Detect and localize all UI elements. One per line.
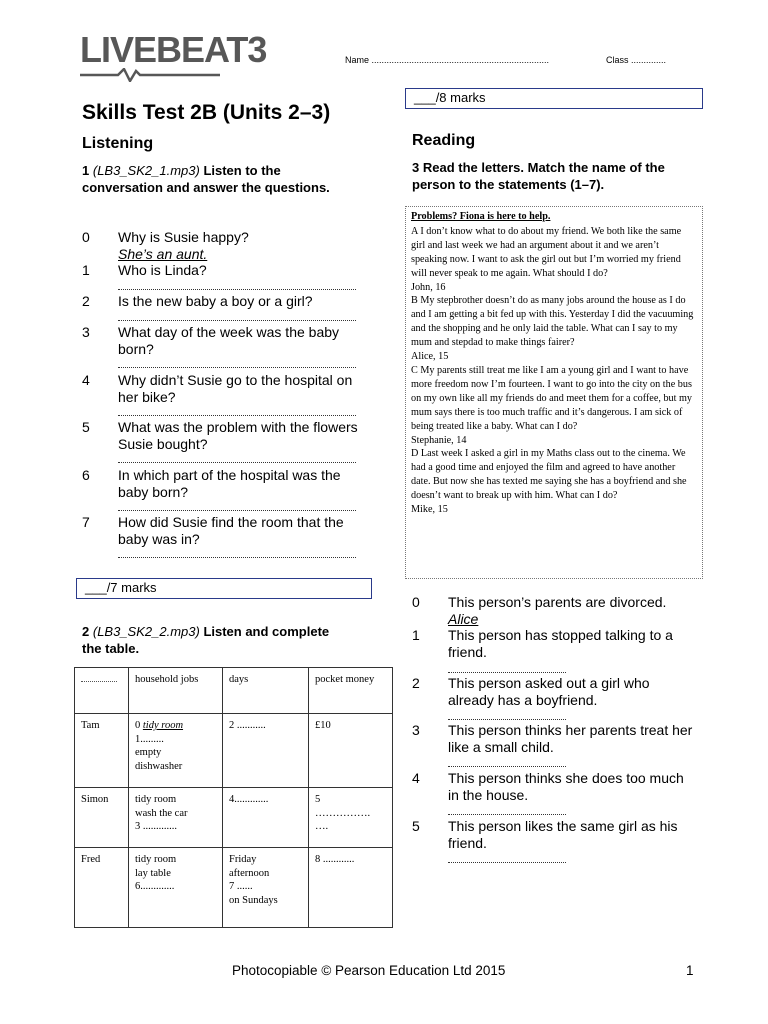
question-number: 2 bbox=[82, 293, 90, 309]
example-answer: She’s an aunt. bbox=[118, 246, 208, 262]
heartbeat-icon bbox=[80, 68, 220, 82]
exercise-2-instruction bbox=[82, 623, 352, 657]
job-text: lay table bbox=[135, 867, 171, 879]
day-text: Friday bbox=[229, 854, 257, 865]
letter-b-signature: Alice, 15 bbox=[411, 351, 449, 363]
question-text: Who is Linda? bbox=[118, 262, 207, 278]
statement-number: 4 bbox=[412, 770, 420, 786]
problem-letters-box bbox=[405, 206, 703, 579]
job-text: wash the car bbox=[135, 807, 188, 819]
gap-4[interactable]: 4............. bbox=[229, 794, 269, 805]
statement-number: 1 bbox=[412, 627, 420, 643]
table-header-cell: days bbox=[223, 668, 309, 714]
question-text: Why is Susie happy? bbox=[118, 229, 249, 245]
reading-heading: Reading bbox=[412, 132, 476, 149]
table-cell-days bbox=[223, 714, 309, 788]
statement-answer-line-4[interactable] bbox=[448, 814, 566, 815]
exercise-2-audio-file: (LB3_SK2_2.mp3) bbox=[92, 624, 200, 639]
letters-title: Problems? Fiona is here to help. bbox=[411, 211, 551, 222]
day-text: on Sundays bbox=[229, 894, 278, 906]
question-text: Is the new baby a boy or a girl? bbox=[118, 293, 313, 309]
question-number: 3 bbox=[82, 324, 90, 340]
table-cell-days bbox=[223, 788, 309, 848]
statement-answer-line-3[interactable] bbox=[448, 766, 566, 767]
reading-marks-box: ___/8 marks bbox=[405, 88, 703, 109]
table-cell-money bbox=[309, 714, 393, 788]
question-text: What was the problem with the flowers Susie bought? bbox=[118, 419, 358, 452]
listening-question-1 bbox=[82, 262, 372, 282]
letter-a-signature: John, 16 bbox=[411, 281, 446, 293]
table-header-row bbox=[75, 668, 393, 714]
statement-number: 5 bbox=[412, 818, 420, 834]
gap-1[interactable]: 1......... bbox=[135, 733, 164, 745]
listening-question-4 bbox=[82, 372, 372, 408]
statement-text: This person’s parents are divorced. bbox=[448, 594, 667, 610]
reading-statement-1 bbox=[412, 627, 702, 663]
livebeat-logo bbox=[80, 28, 302, 82]
job-text: dishwasher bbox=[135, 760, 183, 772]
listening-marks-box: ___/7 marks bbox=[76, 578, 372, 599]
day-text: afternoon bbox=[229, 867, 270, 879]
table-cell-jobs bbox=[129, 714, 223, 788]
question-text: What day of the week was the baby born? bbox=[118, 324, 340, 357]
statement-text: This person thinks her parents treat her like a small child. bbox=[448, 722, 693, 755]
person-name: Fred bbox=[81, 854, 101, 865]
job-text: tidy room bbox=[135, 794, 177, 805]
listening-heading: Listening bbox=[82, 135, 154, 152]
page-number: 1 bbox=[686, 963, 694, 978]
answer-line-5[interactable] bbox=[118, 462, 356, 463]
exercise-1-number: 1 bbox=[82, 163, 90, 178]
exercise-1-instruction bbox=[82, 162, 352, 196]
gap-2[interactable]: 2 ........... bbox=[229, 720, 266, 731]
letter-c-signature: Stephanie, 14 bbox=[411, 434, 467, 446]
reading-statement-5 bbox=[412, 818, 702, 854]
exercise-3-text: Read the letters. Match the name of the person to the statements (1–7). bbox=[412, 160, 665, 192]
question-number: 1 bbox=[82, 262, 90, 278]
gap-3[interactable]: 3 ............. bbox=[135, 821, 177, 832]
gap-7[interactable]: 7 ...... bbox=[229, 881, 253, 892]
table-cell-days bbox=[223, 848, 309, 928]
reading-statement-0 bbox=[412, 594, 702, 628]
reading-statement-4 bbox=[412, 770, 702, 806]
pocket-money-table bbox=[74, 667, 393, 928]
page-title: Skills Test 2B (Units 2–3) bbox=[82, 101, 331, 124]
table-cell-jobs bbox=[129, 848, 223, 928]
exercise-1-text: Listen to the conversation and answer the questions. bbox=[82, 163, 330, 195]
logo-text: LIVEBEAT3 bbox=[80, 29, 267, 70]
question-number: 4 bbox=[82, 372, 90, 388]
statement-number: 3 bbox=[412, 722, 420, 738]
reading-statement-2 bbox=[412, 675, 702, 711]
question-number: 7 bbox=[82, 514, 90, 530]
person-name: Simon bbox=[81, 794, 109, 805]
exercise-2-number: 2 bbox=[82, 624, 90, 639]
table-header-cell: household jobs bbox=[129, 668, 223, 714]
example-number: 0 bbox=[135, 720, 141, 731]
money-value: £10 bbox=[315, 720, 331, 731]
name-field[interactable]: Name ....................................................................... bbox=[345, 55, 550, 65]
copyright-footer: Photocopiable © Pearson Education Ltd 2015 bbox=[232, 963, 506, 978]
table-header-cell bbox=[75, 668, 129, 714]
gap-8[interactable]: 8 ............ bbox=[315, 854, 355, 865]
letter-c: C My parents still treat me like I am a young girl and I want to have more freedom now I’m fourteen. I want to go into the city on the bus on my own like all my friends do and meet them for a coffee, but my mum says there is too much traffic and it’s dangerous. I am sick of being treated like a baby. What can I do? bbox=[411, 364, 693, 432]
question-text: How did Susie find the room that the baby was in? bbox=[118, 514, 344, 547]
blank-header bbox=[81, 681, 117, 682]
job-text: empty bbox=[135, 747, 162, 758]
answer-line-2[interactable] bbox=[118, 320, 356, 321]
example-answer: tidy room bbox=[142, 720, 184, 731]
exercise-3-number: 3 bbox=[412, 160, 420, 175]
job-text: tidy room bbox=[135, 854, 177, 865]
table-cell-name bbox=[75, 714, 129, 788]
listening-question-2 bbox=[82, 293, 372, 313]
table-cell-name bbox=[75, 848, 129, 928]
listening-question-3 bbox=[82, 324, 372, 360]
statement-number: 0 bbox=[412, 594, 420, 610]
listening-question-0 bbox=[82, 229, 372, 263]
listening-question-6 bbox=[82, 467, 372, 503]
statement-answer-line-5[interactable] bbox=[448, 862, 566, 863]
gap-5-continued[interactable]: …. bbox=[315, 821, 329, 832]
table-row bbox=[75, 714, 393, 788]
letter-d: D Last week I asked a girl in my Maths class out to the cinema. We had a good time and enjoyed the film and agreed to have another date. But now she has texted me saying she has a boyfriend and she doesn’t want to break up with him. What can I do? bbox=[411, 448, 687, 502]
statement-answer-line-2[interactable] bbox=[448, 719, 566, 720]
table-cell-money bbox=[309, 788, 393, 848]
exercise-2-text: Listen and complete the table. bbox=[82, 624, 330, 656]
question-text: In which part of the hospital was the baby born? bbox=[118, 467, 341, 500]
table-row bbox=[75, 788, 393, 848]
exercise-1-audio-file: (LB3_SK2_1.mp3) bbox=[92, 163, 200, 178]
statement-text: This person has stopped talking to a friend. bbox=[448, 627, 673, 660]
gap-6[interactable]: 6............. bbox=[135, 881, 175, 892]
table-cell-name bbox=[75, 788, 129, 848]
table-header-cell: pocket money bbox=[309, 668, 393, 714]
question-number: 5 bbox=[82, 419, 90, 435]
table-cell-jobs bbox=[129, 788, 223, 848]
answer-line-3[interactable] bbox=[118, 367, 356, 368]
statement-text: This person thinks she does too much in the house. bbox=[448, 770, 684, 803]
statement-answer-line-1[interactable] bbox=[448, 672, 566, 673]
example-answer: Alice bbox=[448, 611, 479, 627]
reading-statement-3 bbox=[412, 722, 702, 758]
letter-b: B My stepbrother doesn’t do as many jobs around the house as I do and I am getting a bit fed up with this. Yesterday I did the vacuuming and the shopping and he only laid the table. What can I say to my mum and stepdad to make things fairer? bbox=[411, 295, 694, 349]
question-number: 0 bbox=[82, 229, 90, 245]
table-row bbox=[75, 848, 393, 928]
listening-question-7 bbox=[82, 514, 372, 550]
letter-d-signature: Mike, 15 bbox=[411, 504, 448, 516]
answer-line-4[interactable] bbox=[118, 415, 356, 416]
statement-text: This person asked out a girl who already has a boyfriend. bbox=[448, 675, 650, 708]
person-name: Tam bbox=[81, 720, 100, 731]
answer-line-1[interactable] bbox=[118, 289, 356, 290]
answer-line-7[interactable] bbox=[118, 557, 356, 558]
question-number: 6 bbox=[82, 467, 90, 483]
statement-number: 2 bbox=[412, 675, 420, 691]
gap-5[interactable]: ……………. bbox=[315, 807, 371, 819]
letter-a: A I don’t know what to do about my friend. We both like the same girl and last week we had an argument about it and we aren’t speaking now. I want to ask the girl out but I’m worried my friend will never speak to me again. What should I do? bbox=[411, 225, 682, 279]
class-field[interactable]: Class .............. bbox=[606, 55, 667, 65]
table-cell-money bbox=[309, 848, 393, 928]
listening-question-5 bbox=[82, 419, 372, 455]
question-text: Why didn’t Susie go to the hospital on her bike? bbox=[118, 372, 353, 405]
exercise-3-instruction bbox=[412, 159, 702, 193]
gap-5-number: 5 bbox=[315, 794, 321, 805]
statement-text: This person likes the same girl as his friend. bbox=[448, 818, 678, 851]
answer-line-6[interactable] bbox=[118, 510, 356, 511]
